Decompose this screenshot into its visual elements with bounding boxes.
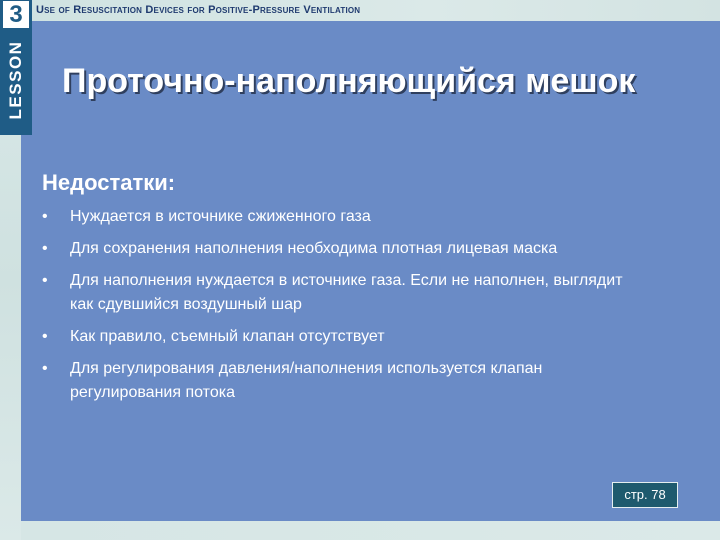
bullet-text: Для наполнения нуждается в источнике газа. Если не наполнен, выглядит как сдувшийся воздушный шар (70, 272, 623, 313)
bullet-item (40, 325, 650, 349)
course-title: Use of Resuscitation Devices for Positive-Pressure Ventilation (36, 4, 361, 16)
footer-bar (21, 521, 720, 540)
bullet-text: Для сохранения наполнения необходима плотная лицевая маска (70, 240, 558, 257)
bullet-list (40, 205, 650, 413)
bullet-item (40, 357, 650, 405)
header-bar (0, 0, 720, 21)
bullet-item (40, 205, 650, 229)
bullet-item (40, 269, 650, 317)
bullet-text: Как правило, съемный клапан отсутствует (70, 328, 385, 345)
bullet-icon: • (42, 240, 48, 257)
page-reference-badge: стр. 78 (612, 482, 678, 508)
bullet-text: Нуждается в источнике сжиженного газа (70, 208, 371, 225)
bullet-text: Для регулирования давления/наполнения используется клапан регулирования потока (70, 360, 543, 401)
bullet-icon: • (42, 328, 48, 345)
bullet-icon: • (42, 208, 48, 225)
lesson-number: 3 (3, 1, 29, 28)
lesson-label: LESSON (6, 40, 25, 120)
section-heading: Недостатки: (42, 170, 176, 195)
lesson-badge (0, 0, 32, 135)
bullet-icon: • (42, 272, 48, 289)
bullet-icon: • (42, 360, 48, 377)
slide-title: Проточно-наполняющийся мешок (62, 62, 636, 100)
bullet-item (40, 237, 650, 261)
